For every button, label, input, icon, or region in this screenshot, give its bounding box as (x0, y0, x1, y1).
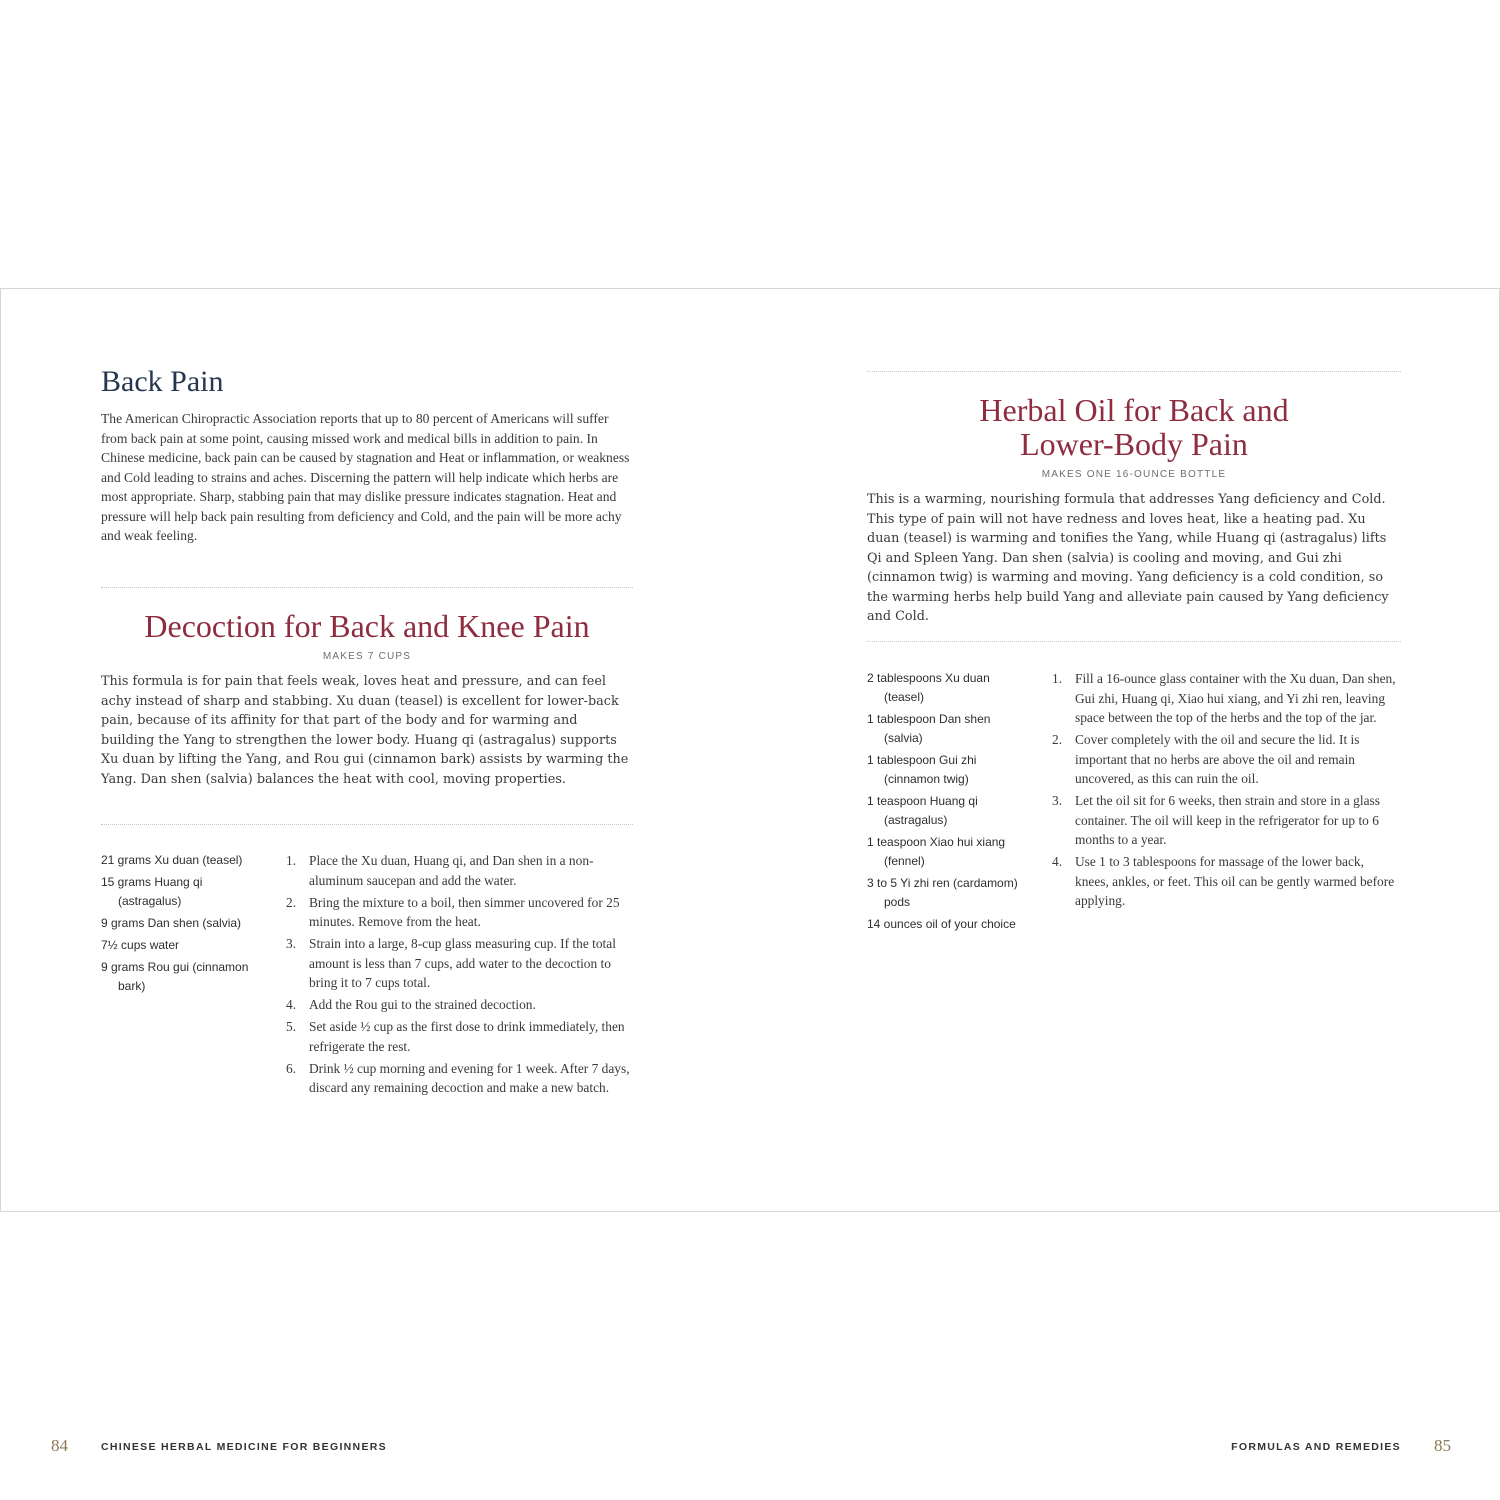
ingredient-item: 7½ cups water (101, 938, 180, 952)
step-text: Let the oil sit for 6 weeks, then strain and store in a glass container. The oil will keep in the refrigerator for up to 6 months to a year. (1075, 793, 1380, 847)
ingredient-item: 9 grams Rou gui (cinnamon bark) (101, 960, 249, 993)
ingredient-item: 1 teaspoon Huang qi (astragalus) (867, 794, 978, 827)
running-head-left: CHINESE HERBAL MEDICINE FOR BEGINNERS (101, 1441, 387, 1453)
recipe-yield: MAKES ONE 16-OUNCE BOTTLE (1041, 469, 1227, 480)
step-list (1052, 669, 1401, 913)
step-item (1052, 852, 1401, 911)
ingredient-item: 21 grams Xu duan (teasel) (101, 853, 243, 867)
recipe-description: This is a warming, nourishing formula that addresses Yang deficiency and Cold. This type of pain will not have redness and loves heat, like a heating pad. Xu duan (teasel) is warming and tonifies the Yang, while Huang qi (astragalus) lifts Qi and Spleen Yang. Dan shen (salvia) is cooling and moving, and Gui zhi (cinnamon twig) is warming and moving. Yang deficiency is a cold condition, so the warming herbs help build Yang and alleviate pain caused by Yang deficiency and Cold. (867, 492, 1389, 624)
step-item (286, 893, 635, 932)
step-text: Add the Rou gui to the strained decoction. (309, 997, 536, 1012)
divider (867, 371, 1401, 374)
intro-paragraph: The American Chiropractic Association reports that up to 80 percent of Americans will suffer from back pain at some point, causing missed work and medical bills in addition to pain. In Chinese medicine, back pain can be caused by stagnation and Heat or inflammation, or weakness and Cold leading to strains and aches. Discerning the pattern will help indicate which herbs are most appropriate. Sharp, stabbing pain that may dislike pressure indicates stagnation. Heat and pressure will help back pain resulting from deficiency and Cold, and the pain will be more achy and weak feeling. (101, 411, 630, 543)
step-number: 2. (286, 894, 297, 910)
step-text: Bring the mixture to a boil, then simmer uncovered for 25 minutes. Remove from the heat. (309, 894, 620, 929)
step-item (1052, 791, 1401, 850)
step-number: 3. (286, 936, 297, 951)
step-item (286, 851, 635, 890)
divider (867, 641, 1401, 644)
step-text: Fill a 16-ounce glass container with the Xu duan, Dan shen, Gui zhi, Huang qi, Xiao hui xiang, and Yi zhi ren, leaving space between the top of the herbs and the top of the jar. (1075, 671, 1396, 725)
ingredient-list (101, 851, 261, 999)
recipe-yield: MAKES 7 CUPS (322, 651, 412, 662)
step-text: Strain into a large, 8-cup glass measuring cup. If the total amount is less than 7 cups, add water to the decoction to bring it to 7 cups total. (309, 936, 616, 990)
step-text: Set aside ½ cup as the first dose to drink immediately, then refrigerate the rest. (309, 1019, 625, 1054)
page-number-left: 84 (51, 1436, 68, 1455)
step-number: 3. (1052, 793, 1063, 808)
ingredient-item: 1 tablespoon Gui zhi (cinnamon twig) (867, 753, 977, 786)
step-text: Use 1 to 3 tablespoons for massage of the lower back, knees, ankles, or feet. This oil can be gently warmed before applying. (1075, 854, 1395, 908)
step-item (286, 995, 635, 1015)
ingredient-item: 9 grams Dan shen (salvia) (101, 916, 242, 930)
step-item (286, 934, 635, 993)
ingredient-item: 3 to 5 Yi zhi ren (cardamom) pods (867, 876, 1018, 909)
ingredient-item: 2 tablespoons Xu duan (teasel) (867, 671, 990, 704)
step-item (1052, 730, 1401, 789)
divider (101, 824, 633, 827)
ingredient-item: 14 ounces oil of your choice (867, 917, 1016, 931)
step-item (1052, 669, 1401, 728)
right-page (867, 289, 1401, 1211)
step-text: Cover completely with the oil and secure the lid. It is important that no herbs are above the oil and remain uncovered, as this can ruin the oil. (1075, 732, 1360, 786)
ingredient-list (867, 669, 1032, 937)
step-number: 4. (1052, 854, 1063, 869)
recipe-title-line: Lower-Body Pain (1020, 426, 1248, 462)
step-number: 6. (286, 1060, 297, 1076)
step-number: 1. (286, 853, 297, 868)
recipe-title (867, 393, 1401, 461)
step-item (286, 1059, 635, 1098)
ingredient-item: 1 teaspoon Xiao hui xiang (fennel) (867, 835, 1006, 868)
step-text: Place the Xu duan, Huang qi, and Dan shen in a non-aluminum saucepan and add the water. (309, 853, 594, 888)
step-list (286, 851, 635, 1100)
ingredient-item: 1 tablespoon Dan shen (salvia) (867, 712, 991, 745)
step-number: 5. (286, 1019, 297, 1034)
step-number: 2. (1052, 732, 1063, 747)
recipe-description: This formula is for pain that feels weak, loves heat and pressure, and can feel achy instead of sharp and stabbing. Xu duan (teasel) is excellent for lower-back pain, because of its affinity for that part of the body and for warming and building the Yang to strengthen the lower body. Huang qi (astragalus) supports Xu duan by lifting the Yang, and Rou gui (cinnamon bark) assists by warming the Yang. Dan shen (salvia) balances the heat with cool, moving properties. (101, 674, 629, 787)
page-number-right: 85 (1434, 1436, 1451, 1455)
step-item (286, 1017, 635, 1056)
ingredient-item: 15 grams Huang qi (astragalus) (101, 875, 203, 908)
divider (101, 587, 633, 590)
step-number: 4. (286, 997, 297, 1012)
left-page (101, 289, 633, 1211)
recipe-title-line: Herbal Oil for Back and (979, 392, 1289, 428)
step-text: Drink ½ cup morning and evening for 1 week. After 7 days, discard any remaining decoction and make a new batch. (309, 1060, 630, 1095)
running-head-right: FORMULAS AND REMEDIES (1231, 1441, 1401, 1453)
step-number: 1. (1052, 671, 1063, 686)
section-title: Back Pain (101, 365, 224, 398)
book-spread (0, 288, 1500, 1455)
recipe-title: Decoction for Back and Knee Pain (144, 608, 590, 644)
